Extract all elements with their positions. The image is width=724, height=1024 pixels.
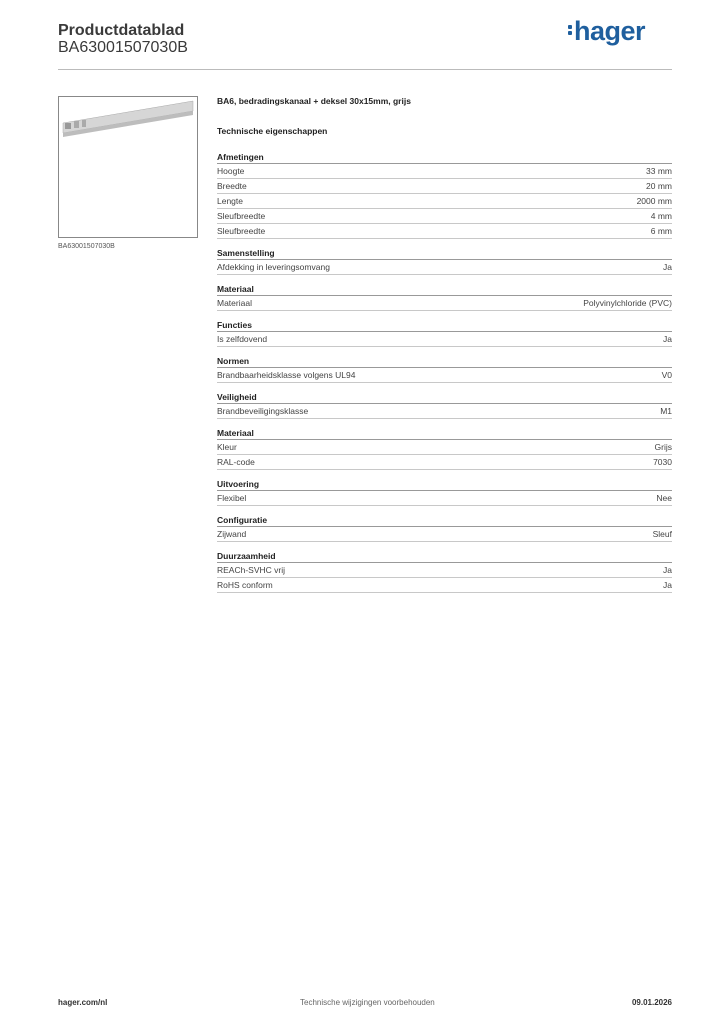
spec-row bbox=[217, 260, 672, 275]
spec-row bbox=[217, 368, 672, 383]
spec-row bbox=[217, 209, 672, 224]
specs-content bbox=[217, 96, 672, 600]
section-heading: Materiaal bbox=[217, 426, 672, 440]
spec-section bbox=[217, 246, 672, 275]
image-caption: BA63001507030B bbox=[58, 243, 115, 250]
spec-value: V0 bbox=[661, 370, 672, 380]
spec-value: 20 mm bbox=[646, 181, 672, 191]
spec-row bbox=[217, 179, 672, 194]
spec-row bbox=[217, 194, 672, 209]
section-heading: Afmetingen bbox=[217, 150, 672, 164]
spec-value: Ja bbox=[663, 565, 672, 575]
spec-section bbox=[217, 426, 672, 470]
header-divider bbox=[58, 69, 672, 70]
spec-value: 7030 bbox=[653, 457, 672, 467]
spec-label: RoHS conform bbox=[217, 580, 273, 590]
spec-label: Sleufbreedte bbox=[217, 211, 266, 221]
spec-label: Flexibel bbox=[217, 493, 247, 503]
logo-text: hager bbox=[574, 16, 646, 46]
spec-sections bbox=[217, 150, 672, 593]
spec-section bbox=[217, 282, 672, 311]
spec-value: Ja bbox=[663, 580, 672, 590]
tech-properties-title: Technische eigenschappen bbox=[217, 126, 328, 136]
spec-label: Lengte bbox=[217, 196, 243, 206]
section-heading: Functies bbox=[217, 318, 672, 332]
spec-value: Ja bbox=[663, 262, 672, 272]
section-heading: Normen bbox=[217, 354, 672, 368]
spec-row bbox=[217, 164, 672, 179]
spec-row bbox=[217, 578, 672, 593]
cable-duct-image bbox=[59, 97, 197, 237]
spec-row bbox=[217, 440, 672, 455]
section-heading: Configuratie bbox=[217, 513, 672, 527]
spec-label: Brandbeveiligingsklasse bbox=[217, 406, 309, 416]
spec-row bbox=[217, 455, 672, 470]
spec-label: Zijwand bbox=[217, 529, 247, 539]
spec-value: Nee bbox=[656, 493, 672, 503]
product-code: BA63001507030B bbox=[58, 39, 188, 56]
footer-notice: Technische wijzigingen voorbehouden bbox=[300, 998, 435, 1007]
spec-row bbox=[217, 296, 672, 311]
spec-value: Grijs bbox=[654, 442, 672, 452]
section-heading: Uitvoering bbox=[217, 477, 672, 491]
spec-label: Hoogte bbox=[217, 166, 245, 176]
footer-date: 09.01.2026 bbox=[631, 998, 672, 1007]
spec-value: 33 mm bbox=[646, 166, 672, 176]
spec-label: Materiaal bbox=[217, 298, 252, 308]
footer-website: hager.com/nl bbox=[58, 998, 108, 1007]
spec-label: RAL-code bbox=[217, 457, 255, 467]
product-image bbox=[58, 96, 198, 238]
spec-section bbox=[217, 549, 672, 593]
section-heading: Materiaal bbox=[217, 282, 672, 296]
spec-section bbox=[217, 318, 672, 347]
section-heading: Samenstelling bbox=[217, 246, 672, 260]
spec-section bbox=[217, 150, 672, 239]
spec-row bbox=[217, 527, 672, 542]
spec-label: Sleufbreedte bbox=[217, 226, 266, 236]
spec-value: Ja bbox=[663, 334, 672, 344]
spec-section bbox=[217, 390, 672, 419]
spec-row bbox=[217, 224, 672, 239]
spec-row bbox=[217, 332, 672, 347]
spec-label: Breedte bbox=[217, 181, 247, 191]
spec-row bbox=[217, 491, 672, 506]
section-heading: Veiligheid bbox=[217, 390, 672, 404]
spec-row bbox=[217, 404, 672, 419]
product-description: BA6, bedradingskanaal + deksel 30x15mm, grijs bbox=[217, 96, 411, 106]
spec-value: Polyvinylchloride (PVC) bbox=[583, 298, 672, 308]
spec-section bbox=[217, 477, 672, 506]
spec-label: Afdekking in leveringsomvang bbox=[217, 262, 330, 272]
spec-label: REACh-SVHC vrij bbox=[217, 565, 286, 575]
spec-value: 2000 mm bbox=[636, 196, 672, 206]
spec-label: Brandbaarheidsklasse volgens UL94 bbox=[217, 370, 356, 380]
spec-label: Kleur bbox=[217, 442, 237, 452]
spec-value: 4 mm bbox=[650, 211, 672, 221]
page-title: Productdatablad bbox=[58, 22, 185, 39]
spec-section bbox=[217, 354, 672, 383]
hager-logo bbox=[568, 16, 645, 47]
spec-value: 6 mm bbox=[650, 226, 672, 236]
spec-row bbox=[217, 563, 672, 578]
spec-label: Is zelfdovend bbox=[217, 334, 268, 344]
section-heading: Duurzaamheid bbox=[217, 549, 672, 563]
spec-value: M1 bbox=[660, 406, 672, 416]
spec-section bbox=[217, 513, 672, 542]
spec-value: Sleuf bbox=[652, 529, 672, 539]
